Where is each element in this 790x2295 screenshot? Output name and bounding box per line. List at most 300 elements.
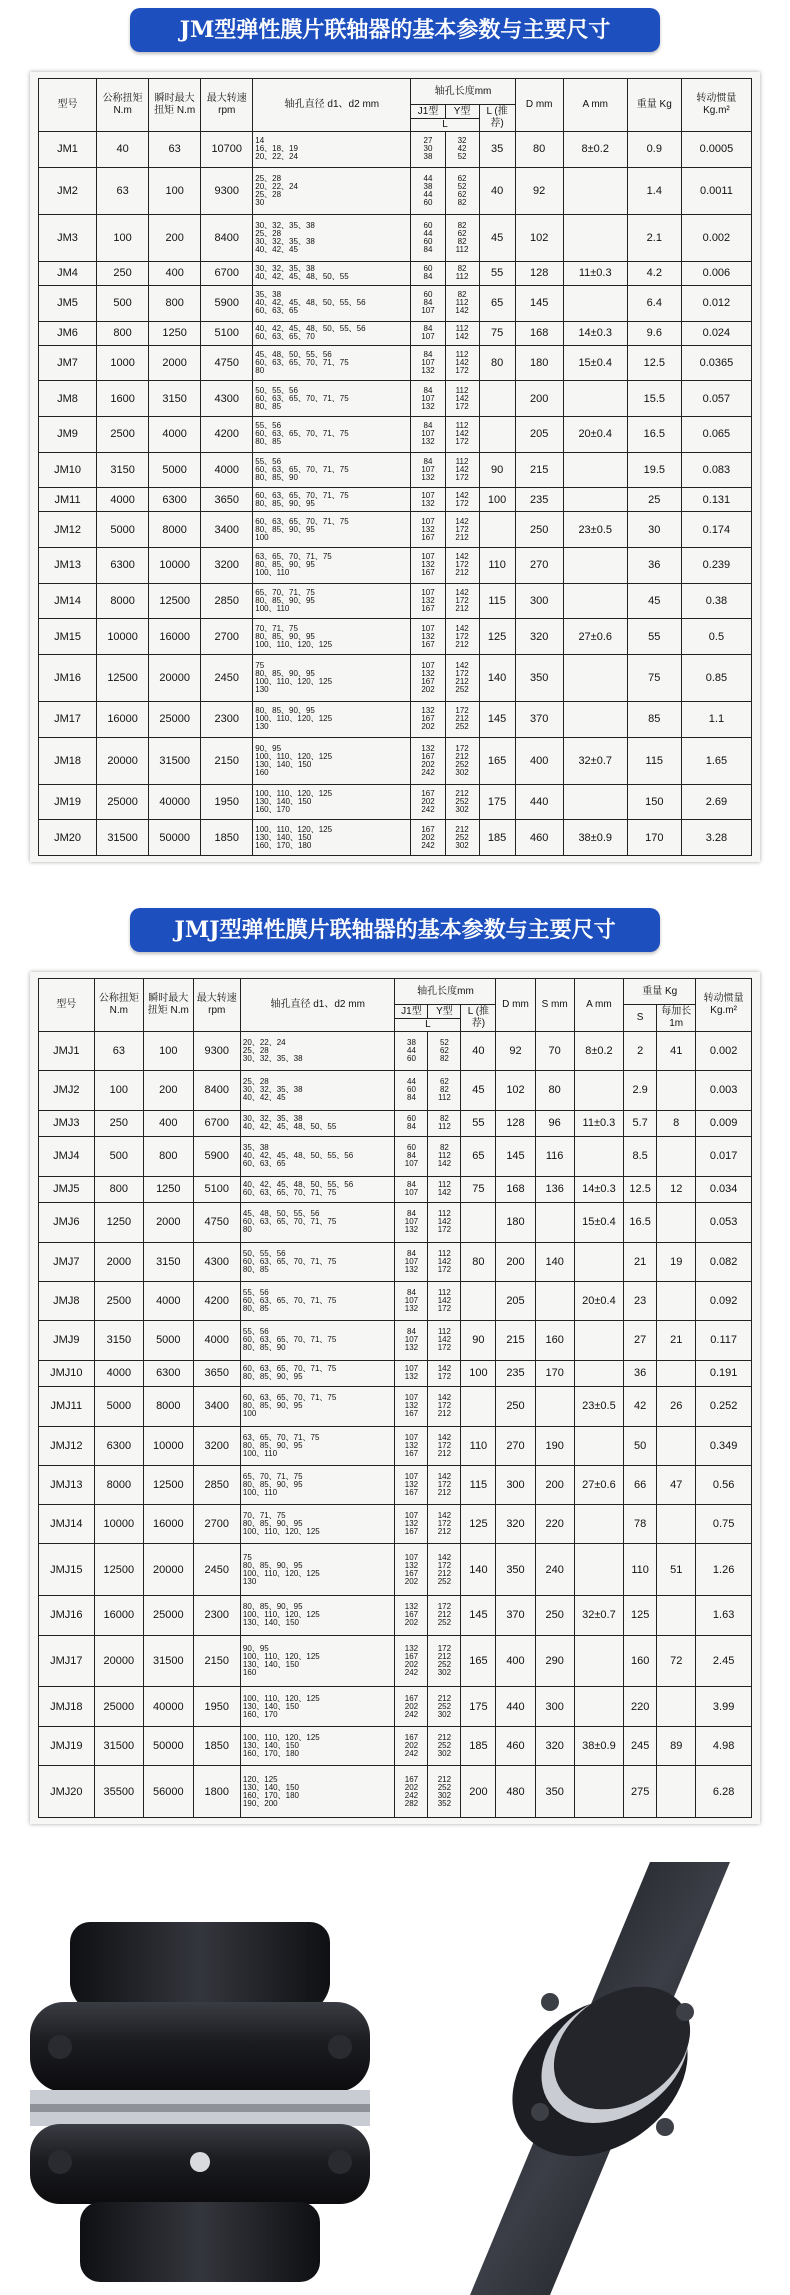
cell-inertia: 0.349 [696, 1426, 752, 1465]
y-value: 52 [457, 152, 467, 162]
header-model: 型号 [39, 79, 97, 132]
y-value: 112 [438, 1209, 451, 1219]
cell-speed: 8400 [193, 1071, 240, 1110]
cell-peak: 2000 [144, 1203, 193, 1242]
y-value: 142 [437, 1511, 452, 1521]
sub-cell-bore [240, 1032, 395, 1071]
y-value: 252 [437, 1618, 452, 1628]
cell-speed: 1850 [201, 820, 253, 856]
bore-value: 160 [255, 767, 269, 777]
bore-value: 130、140、150 [242, 1782, 299, 1792]
j-value: 38 [423, 181, 433, 191]
cell-inertia: 1.26 [696, 1544, 752, 1596]
cell-lr: 55 [479, 261, 515, 285]
cell-a [563, 654, 627, 701]
y-value: 212 [455, 676, 469, 686]
y-value: 142 [437, 1552, 452, 1562]
cell-speed: 2300 [201, 702, 253, 738]
cell-d: 92 [496, 1032, 535, 1071]
table-row [39, 1465, 752, 1504]
bore-value: 25、28 [242, 1077, 269, 1087]
j-value: 167 [404, 1527, 419, 1537]
cell-torque: 20000 [97, 737, 149, 784]
sub-cell-y [445, 452, 479, 488]
bore-value: 30、32、35、38 [242, 1054, 303, 1064]
j-value: 132 [404, 1440, 419, 1450]
table-row [39, 261, 752, 285]
bore-value: 160、170 [242, 1709, 278, 1719]
j-value: 107 [421, 516, 435, 526]
sub-cell-j [411, 381, 445, 417]
cell-torque: 800 [94, 1176, 143, 1203]
table-row [39, 1426, 752, 1465]
table-row [39, 737, 752, 784]
bore-value: 50、55、56 [242, 1248, 286, 1258]
sub-cell-y [445, 345, 479, 381]
cell-lr: 145 [461, 1596, 496, 1635]
j-value: 107 [404, 1188, 419, 1198]
j-value: 84 [407, 1151, 416, 1161]
cell-peak: 25000 [149, 702, 201, 738]
sub-cell-y [428, 1596, 461, 1635]
cell-ms: 50 [624, 1426, 657, 1465]
j-value: 60 [407, 1114, 416, 1124]
bore-value: 60、63、65、70、71、75 [255, 464, 349, 474]
cell-a [574, 1242, 623, 1281]
y-value: 42 [457, 144, 467, 154]
cell-lr [461, 1387, 496, 1426]
y-value: 172 [437, 1440, 452, 1450]
cell-d: 200 [496, 1242, 535, 1281]
cell-madd: 26 [657, 1387, 696, 1426]
y-value: 172 [455, 596, 469, 606]
y-value: 112 [438, 1248, 451, 1258]
sub-cell-j [395, 1635, 428, 1687]
j-value: 167 [404, 1610, 419, 1620]
sub-cell-bore [253, 452, 411, 488]
cell-model: JMJ6 [39, 1203, 95, 1242]
bore-value: 60、63、65、70、71、75 [255, 516, 349, 526]
cell-lr: 65 [479, 285, 515, 321]
bore-value: 16、18、19 [255, 144, 298, 154]
y-value: 252 [437, 1576, 452, 1586]
bore-value: 60、63、65、70 [255, 332, 315, 342]
cell-torque: 3150 [97, 452, 149, 488]
cell-madd: 41 [657, 1032, 696, 1071]
sub-cell-y [428, 1110, 461, 1137]
cell-inertia: 0.117 [696, 1321, 752, 1360]
j-value: 132 [421, 437, 435, 447]
sub-cell-y [445, 784, 479, 820]
bore-value: 75 [255, 660, 265, 670]
cell-lr: 175 [479, 784, 515, 820]
cell-mass: 115 [627, 737, 681, 784]
j-value: 84 [407, 1327, 416, 1337]
cell-lr: 45 [479, 214, 515, 261]
cell-inertia: 0.006 [681, 261, 751, 285]
y-value: 212 [455, 714, 469, 724]
cell-madd [657, 1596, 696, 1635]
bore-value: 20、22、24 [255, 152, 298, 162]
bore-value: 60、63、65、70、71、75 [242, 1256, 337, 1266]
bore-value: 80、85、90、95 [255, 524, 315, 534]
sub-cell-j [411, 737, 445, 784]
cell-d: 270 [496, 1426, 535, 1465]
table-row [39, 132, 752, 168]
cell-mass: 170 [627, 820, 681, 856]
cell-inertia: 0.0365 [681, 345, 751, 381]
bore-value: 100、110、120、125 [255, 639, 333, 649]
sub-cell-y [445, 488, 479, 512]
bore-value: 160、170、180 [242, 1748, 299, 1758]
table-row [39, 1360, 752, 1387]
sub-cell-bore [240, 1465, 395, 1504]
cell-d: 128 [515, 261, 563, 285]
sub-cell-j [411, 452, 445, 488]
cell-lr: 40 [461, 1032, 496, 1071]
sub-cell-y [428, 1505, 461, 1544]
sub-cell-bore [240, 1387, 395, 1426]
cell-s: 70 [535, 1032, 574, 1071]
cell-d: 400 [515, 737, 563, 784]
cell-torque: 12500 [97, 654, 149, 701]
sub-cell-bore [253, 132, 411, 168]
cell-speed: 5900 [193, 1137, 240, 1176]
j-value: 167 [421, 824, 435, 834]
cell-ms: 21 [624, 1242, 657, 1281]
sub-cell-j [395, 1544, 428, 1596]
y-value: 172 [455, 437, 469, 447]
y-value: 252 [437, 1660, 452, 1670]
y-value: 172 [455, 668, 469, 678]
sub-cell-j [395, 1766, 428, 1818]
bore-value: 45、48、50、55、56 [255, 350, 332, 360]
cell-peak: 400 [144, 1110, 193, 1137]
cell-speed: 3400 [201, 512, 253, 548]
cell-speed: 1800 [193, 1766, 240, 1818]
j-value: 60 [423, 197, 433, 207]
cell-a: 8±0.2 [563, 132, 627, 168]
cell-d: 80 [515, 132, 563, 168]
j-value: 107 [421, 490, 435, 500]
table-row [39, 1203, 752, 1242]
bore-value: 130、140、150 [242, 1618, 299, 1628]
sub-cell-bore [240, 1321, 395, 1360]
y-value: 172 [437, 1304, 452, 1314]
cell-madd [657, 1505, 696, 1544]
y-value: 112 [455, 272, 469, 282]
cell-a [563, 583, 627, 619]
cell-lr: 40 [479, 167, 515, 214]
y-value: 172 [455, 706, 469, 716]
cell-lr [479, 381, 515, 417]
cell-lr: 125 [461, 1505, 496, 1544]
cell-lr: 115 [461, 1465, 496, 1504]
cell-model: JMJ7 [39, 1242, 95, 1281]
cell-s: 320 [535, 1726, 574, 1765]
y-value: 142 [455, 660, 469, 670]
cell-lr [479, 417, 515, 453]
cell-model: JM6 [39, 321, 97, 345]
y-value: 52 [439, 1038, 449, 1048]
cell-a: 20±0.4 [563, 417, 627, 453]
cell-d: 102 [496, 1071, 535, 1110]
header-mass-s: S [624, 1005, 657, 1032]
sub-cell-bore [253, 583, 411, 619]
cell-mass: 0.9 [627, 132, 681, 168]
sub-cell-bore [240, 1360, 395, 1387]
cell-d: 102 [515, 214, 563, 261]
cell-peak: 6300 [144, 1360, 193, 1387]
j-value: 202 [421, 684, 435, 694]
cell-madd [657, 1281, 696, 1320]
y-value: 172 [437, 1602, 452, 1612]
cell-ms: 12.5 [624, 1176, 657, 1203]
cell-s: 170 [535, 1360, 574, 1387]
bore-value: 100、110、120、125 [242, 1732, 320, 1742]
y-value: 302 [437, 1790, 452, 1800]
bore-value: 14 [255, 136, 265, 146]
cell-peak: 25000 [144, 1596, 193, 1635]
j-value: 44 [423, 173, 433, 183]
y-value: 172 [455, 401, 469, 411]
sub-cell-j [411, 512, 445, 548]
cell-madd [657, 1426, 696, 1465]
sub-cell-bore [253, 488, 411, 512]
table-row [39, 1505, 752, 1544]
sub-cell-j [395, 1176, 428, 1203]
y-value: 142 [437, 1188, 452, 1198]
table-row [39, 167, 752, 214]
cell-a [563, 452, 627, 488]
cell-a: 14±0.3 [574, 1176, 623, 1203]
y-value: 82 [439, 1114, 449, 1124]
y-value: 212 [437, 1409, 452, 1419]
j-value: 44 [407, 1046, 416, 1056]
y-value: 212 [455, 568, 469, 578]
cell-d: 350 [515, 654, 563, 701]
bore-value: 100、110、120、125 [242, 1652, 320, 1662]
cell-madd [657, 1203, 696, 1242]
sub-cell-j [395, 1137, 428, 1176]
sub-cell-y [445, 214, 479, 261]
sub-cell-bore [253, 820, 411, 856]
sub-cell-j [411, 583, 445, 619]
j-value: 44 [423, 228, 433, 238]
cell-lr: 200 [461, 1766, 496, 1818]
bore-value: 25、28 [255, 173, 282, 183]
cell-lr: 75 [461, 1176, 496, 1203]
bore-value: 55、56 [255, 421, 282, 431]
j-value: 107 [421, 358, 435, 368]
j-value: 84 [407, 1093, 416, 1103]
cell-d: 460 [515, 820, 563, 856]
bore-value: 60、63、65、70、71、75 [255, 429, 349, 439]
y-value: 252 [437, 1701, 452, 1711]
cell-d: 205 [515, 417, 563, 453]
j-value: 167 [404, 1652, 419, 1662]
sub-cell-j [395, 1071, 428, 1110]
sub-cell-j [395, 1726, 428, 1765]
cell-speed: 5900 [201, 285, 253, 321]
j-value: 107 [404, 1217, 419, 1227]
bore-value: 60、63、65、70、71、75 [255, 490, 349, 500]
header-mass: 重量 Kg [627, 79, 681, 132]
sub-cell-bore [253, 619, 411, 655]
header-y: Y型 [428, 1005, 461, 1019]
j-value: 132 [421, 560, 435, 570]
cell-mass: 1.4 [627, 167, 681, 214]
sub-cell-j [395, 1505, 428, 1544]
cell-model: JMJ8 [39, 1281, 95, 1320]
bore-value: 100、110、120、125 [242, 1610, 320, 1620]
cell-speed: 6700 [193, 1110, 240, 1137]
spacer-coupling-illustration [400, 1862, 790, 2295]
j-value: 107 [404, 1256, 419, 1266]
bore-value: 160 [242, 1668, 257, 1678]
j-value: 167 [421, 788, 435, 798]
cell-torque: 500 [94, 1137, 143, 1176]
table-row [39, 488, 752, 512]
header-peak-torque: 瞬时最大扭矩 N.m [144, 979, 193, 1032]
j-value: 107 [421, 393, 435, 403]
y-value: 172 [437, 1264, 452, 1274]
j-value: 167 [404, 1568, 419, 1578]
cell-a [574, 1505, 623, 1544]
header-max-speed: 最大转速 rpm [201, 79, 253, 132]
cell-ms: 8.5 [624, 1137, 657, 1176]
j-value: 167 [421, 568, 435, 578]
table-row [39, 1071, 752, 1110]
j-value: 84 [423, 244, 433, 254]
cell-d: 400 [496, 1635, 535, 1687]
sub-cell-bore [253, 784, 411, 820]
y-value: 212 [455, 788, 469, 798]
j-value: 44 [423, 189, 433, 199]
sub-cell-bore [253, 548, 411, 584]
j-value: 60 [407, 1054, 416, 1064]
bore-value: 40、42、45 [255, 244, 298, 254]
cell-peak: 4000 [149, 417, 201, 453]
sub-cell-j [411, 702, 445, 738]
cell-model: JM11 [39, 488, 97, 512]
sub-cell-y [445, 820, 479, 856]
cell-ms: 5.7 [624, 1110, 657, 1137]
y-value: 142 [437, 1432, 452, 1442]
cell-lr: 75 [479, 321, 515, 345]
cell-ms: 42 [624, 1387, 657, 1426]
cell-torque: 2500 [97, 417, 149, 453]
cell-lr: 140 [461, 1544, 496, 1596]
cell-a [563, 702, 627, 738]
sub-cell-j [411, 261, 445, 285]
cell-a [563, 381, 627, 417]
y-value: 172 [455, 560, 469, 570]
cell-torque: 31500 [94, 1726, 143, 1765]
y-value: 212 [437, 1732, 452, 1742]
bore-value: 100、110、120、125 [255, 714, 333, 724]
cell-ms: 220 [624, 1687, 657, 1726]
cell-a: 11±0.3 [574, 1110, 623, 1137]
cell-a [574, 1137, 623, 1176]
cell-madd [657, 1071, 696, 1110]
j-value: 132 [404, 1304, 419, 1314]
cell-peak: 12500 [149, 583, 201, 619]
bore-value: 55、56 [242, 1327, 269, 1337]
bore-value: 60、63、65、70、71、75 [242, 1335, 337, 1345]
bore-value: 80、85、90、95 [242, 1479, 303, 1489]
j-value: 84 [407, 1248, 416, 1258]
bore-value: 130 [242, 1576, 257, 1586]
j-value: 202 [404, 1740, 419, 1750]
header-nominal-torque: 公称扭矩 N.m [94, 979, 143, 1032]
cell-inertia: 0.009 [696, 1110, 752, 1137]
sub-cell-y [428, 1032, 461, 1071]
j-value: 84 [407, 1209, 416, 1219]
cell-ms: 2 [624, 1032, 657, 1071]
cell-madd: 51 [657, 1544, 696, 1596]
cell-a: 27±0.6 [563, 619, 627, 655]
sub-cell-y [445, 417, 479, 453]
cell-s: 200 [535, 1465, 574, 1504]
sub-cell-y [428, 1766, 461, 1818]
header-l: L [395, 1019, 461, 1032]
sub-cell-bore [253, 702, 411, 738]
cell-lr [461, 1281, 496, 1320]
sub-cell-bore [240, 1726, 395, 1765]
header-j1: J1型 [395, 1005, 428, 1019]
y-value: 82 [439, 1085, 449, 1095]
bore-value: 60、63、65、70、71、75 [242, 1217, 337, 1227]
cell-inertia: 0.002 [696, 1032, 752, 1071]
cell-lr: 90 [479, 452, 515, 488]
cell-torque: 250 [97, 261, 149, 285]
cell-lr: 35 [479, 132, 515, 168]
sub-cell-bore [253, 285, 411, 321]
j-value: 202 [421, 832, 435, 842]
cell-inertia: 0.082 [696, 1242, 752, 1281]
y-value: 32 [457, 136, 467, 146]
j-value: 107 [421, 332, 435, 342]
cell-speed: 4750 [193, 1203, 240, 1242]
y-value: 352 [437, 1798, 452, 1808]
j-value: 167 [421, 639, 435, 649]
j-value: 60 [423, 290, 433, 300]
cell-speed: 4000 [201, 452, 253, 488]
table-row [39, 345, 752, 381]
cell-madd: 12 [657, 1176, 696, 1203]
header-mass: 重量 Kg [624, 979, 696, 1005]
sub-cell-y [428, 1203, 461, 1242]
j-value: 107 [404, 1393, 419, 1403]
cell-a [574, 1360, 623, 1387]
bore-value: 60、63、65 [242, 1159, 286, 1169]
header-y: Y型 [445, 105, 479, 119]
bore-value: 80、85、90、95 [242, 1401, 303, 1411]
bore-value: 25、28 [255, 228, 282, 238]
cell-a [563, 488, 627, 512]
cell-s: 190 [535, 1426, 574, 1465]
cell-a: 15±0.4 [563, 345, 627, 381]
y-value: 142 [437, 1159, 452, 1169]
cell-peak: 20000 [144, 1544, 193, 1596]
cell-inertia: 0.131 [681, 488, 751, 512]
cell-torque: 100 [94, 1071, 143, 1110]
bore-value: 190、200 [242, 1798, 278, 1808]
j-value: 107 [404, 1511, 419, 1521]
j-value: 242 [404, 1790, 419, 1800]
j-value: 132 [404, 1560, 419, 1570]
